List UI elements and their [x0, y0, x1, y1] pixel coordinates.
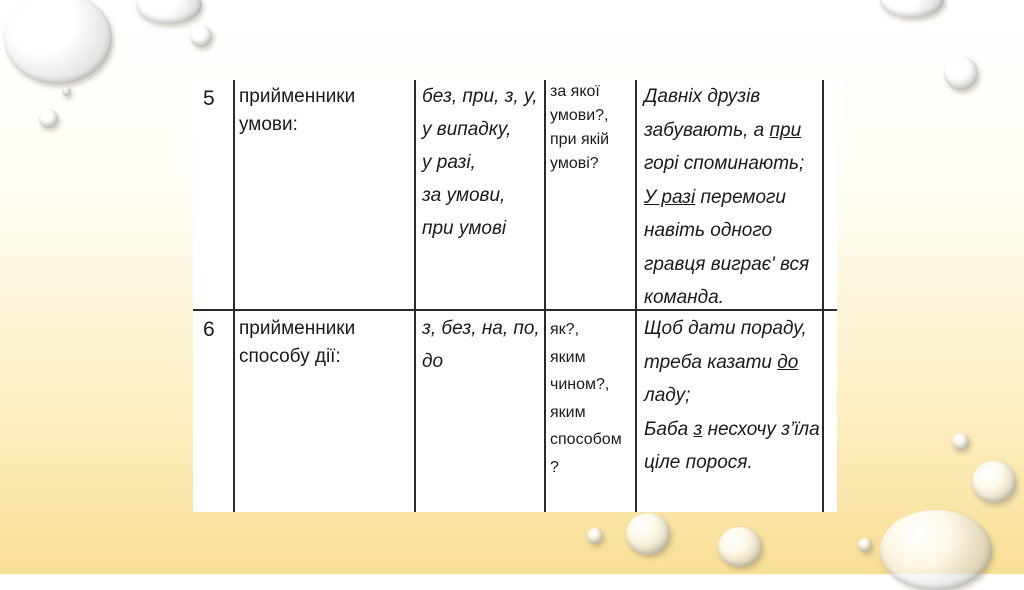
example-line: [644, 346, 820, 380]
example-cell: [644, 312, 820, 480]
example-text: забувають, а: [644, 119, 770, 141]
category-line: умови:: [239, 114, 298, 135]
water-drop-decoration: [39, 109, 58, 128]
question-line: яким: [550, 403, 586, 421]
question-line: як?,: [550, 321, 580, 338]
question-line: способом: [550, 431, 622, 448]
table-column-divider: [414, 80, 416, 512]
underlined-preposition: з: [693, 418, 703, 440]
example-text: Баба: [644, 418, 694, 440]
water-drop-decoration: [62, 87, 71, 96]
preposition-line: до: [422, 351, 444, 372]
example-line: [644, 181, 809, 215]
example-line: [644, 214, 809, 248]
table-column-divider: [544, 80, 546, 512]
water-drop-decoration: [136, 0, 202, 24]
example-line: [644, 413, 820, 447]
preposition-line: за умови,: [422, 185, 506, 206]
example-text: несхочу з’їла: [702, 418, 820, 440]
example-cell: [644, 80, 809, 315]
example-text: Давніх друзів: [644, 86, 761, 107]
water-drop-decoration: [718, 527, 762, 567]
question-line: чином?,: [550, 376, 610, 393]
category-cell: [239, 83, 355, 139]
question-cell: [550, 316, 622, 481]
underlined-preposition: при: [769, 119, 802, 141]
water-drop-decoration: [587, 528, 603, 544]
example-text: гравця виграє' вся: [644, 253, 810, 275]
question-line: яким: [550, 348, 586, 366]
underlined-preposition: У разі: [644, 186, 696, 208]
preposition-line: з, без, на, по,: [422, 318, 540, 339]
water-drop-decoration: [858, 538, 872, 552]
example-line: [644, 248, 809, 282]
example-line: [644, 312, 820, 346]
water-drop-decoration: [972, 461, 1016, 503]
prepositions-cell: [422, 312, 540, 378]
example-text: треба казати: [644, 351, 778, 373]
example-line: [644, 446, 820, 480]
preposition-line: без, при, з, у,: [422, 86, 538, 107]
table-column-divider: [635, 80, 637, 512]
question-line: умови?,: [550, 107, 609, 124]
table-column-divider: [233, 80, 235, 512]
preposition-table: [193, 80, 837, 512]
example-text: ціле порося.: [644, 452, 753, 473]
preposition-line: у разі,: [422, 152, 476, 173]
example-text: горі споминають;: [644, 153, 805, 174]
preposition-line: при умові: [422, 218, 507, 239]
water-drop-decoration: [880, 0, 944, 18]
row-number: 6: [203, 318, 215, 341]
question-line: ?: [550, 458, 559, 476]
example-text: ладу;: [644, 385, 691, 406]
question-line: за якої: [550, 83, 600, 100]
table-column-divider: [822, 80, 824, 512]
prepositions-cell: [422, 80, 537, 245]
category-line: способу дії:: [239, 346, 341, 367]
example-text: Щоб дати пораду,: [644, 318, 807, 339]
water-drop-decoration: [880, 510, 992, 590]
example-text: команда.: [644, 287, 724, 308]
example-text: навіть одного: [644, 220, 773, 241]
example-line: [644, 114, 809, 148]
example-line: [644, 379, 820, 413]
water-drop-decoration: [944, 56, 978, 90]
example-line: [644, 147, 809, 181]
question-line: при якій: [550, 131, 610, 148]
example-line: [644, 281, 809, 315]
category-line: прийменники: [239, 86, 356, 107]
row-number: 5: [203, 87, 215, 110]
preposition-line: у випадку,: [422, 119, 512, 140]
water-drop-decoration: [4, 0, 112, 84]
category-cell: [239, 315, 355, 371]
underlined-preposition: до: [777, 351, 799, 373]
category-line: прийменники: [239, 318, 356, 339]
example-text: перемоги: [695, 186, 786, 208]
water-drop-decoration: [190, 25, 212, 47]
example-line: [644, 80, 809, 114]
question-cell: [550, 80, 609, 176]
water-drop-decoration: [626, 513, 670, 555]
question-line: умові?: [550, 155, 599, 172]
water-drop-decoration: [952, 433, 969, 450]
